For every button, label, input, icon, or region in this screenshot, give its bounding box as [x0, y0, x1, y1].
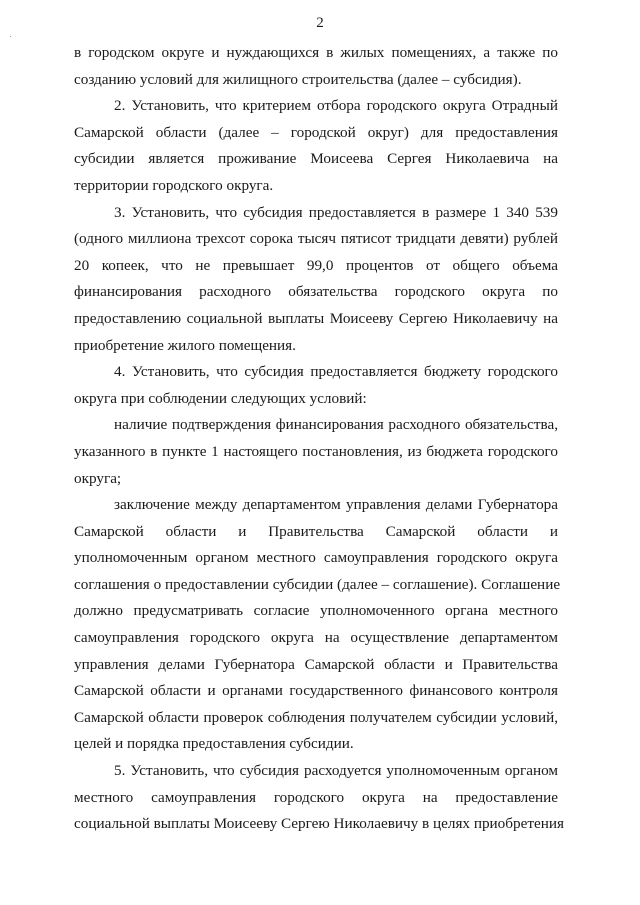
- text-line: субсидии является проживание Моисеева Сергея Николаевича на: [74, 150, 558, 168]
- text-line: 20 копеек, что не превышает 99,0 процентов от общего объема: [74, 256, 558, 274]
- text-line: 4. Установить, что субсидия предоставляется бюджету городского: [114, 363, 558, 381]
- text-line: должно предусматривать согласие уполномоченного органа местного: [74, 602, 558, 620]
- text-line: округа при соблюдении следующих условий:: [74, 389, 367, 407]
- text-line: округа;: [74, 469, 122, 487]
- text-line: 3. Установить, что субсидия предоставляется в размере 1 340 539: [114, 203, 558, 221]
- text-line: 2. Установить, что критерием отбора городского округа Отрадный: [114, 97, 558, 115]
- text-line: наличие подтверждения финансирования расходного обязательства,: [114, 416, 558, 434]
- text-line: самоуправления городского округа на осуществление департаментом: [74, 629, 558, 647]
- text-line: целей и порядка предоставления субсидии.: [74, 735, 354, 753]
- text-line: предоставлению социальной выплаты Моисееву Сергею Николаевичу на: [74, 309, 558, 327]
- text-line: приобретение жилого помещения.: [74, 336, 296, 354]
- text-line: созданию условий для жилищного строительства (далее – субсидия).: [74, 70, 522, 88]
- text-line: (одного миллиона трехсот сорока тысяч пятисот тридцати девяти) рублей: [74, 230, 558, 248]
- text-line: местного самоуправления городского округа на предоставление: [74, 788, 558, 806]
- text-line: заключение между департаментом управления делами Губернатора: [114, 496, 558, 514]
- text-line: Самарской области (далее – городской округ) для предоставления: [74, 123, 558, 141]
- text-line: уполномоченным органом местного самоуправления городского округа: [74, 549, 558, 567]
- text-line: Самарской области и органами государственного финансового контроля: [74, 682, 558, 700]
- document-body: [74, 40, 564, 838]
- text-line: 5. Установить, что субсидия расходуется уполномоченным органом: [114, 762, 558, 780]
- text-line: социальной выплаты Моисееву Сергею Николаевичу в целях приобретения: [74, 815, 564, 833]
- text-line: финансирования расходного обязательства городского округа по: [74, 283, 558, 301]
- text-line: Самарской области проверок соблюдения получателем субсидии условий,: [74, 708, 558, 726]
- text-line: в городском округе и нуждающихся в жилых помещениях, а также по: [74, 44, 558, 61]
- text-line: Самарской области и Правительства Самарской области и: [74, 522, 558, 540]
- scan-artifact: [10, 36, 11, 37]
- text-line: территории городского округа.: [74, 176, 274, 194]
- text-line: соглашения о предоставлении субсидии (далее – соглашение). Соглашение: [74, 575, 561, 593]
- page-number: 2: [316, 15, 324, 31]
- text-line: управления делами Губернатора Самарской области и Правительства: [74, 655, 558, 673]
- text-line: указанного в пункте 1 настоящего постановления, из бюджета городского: [74, 442, 558, 460]
